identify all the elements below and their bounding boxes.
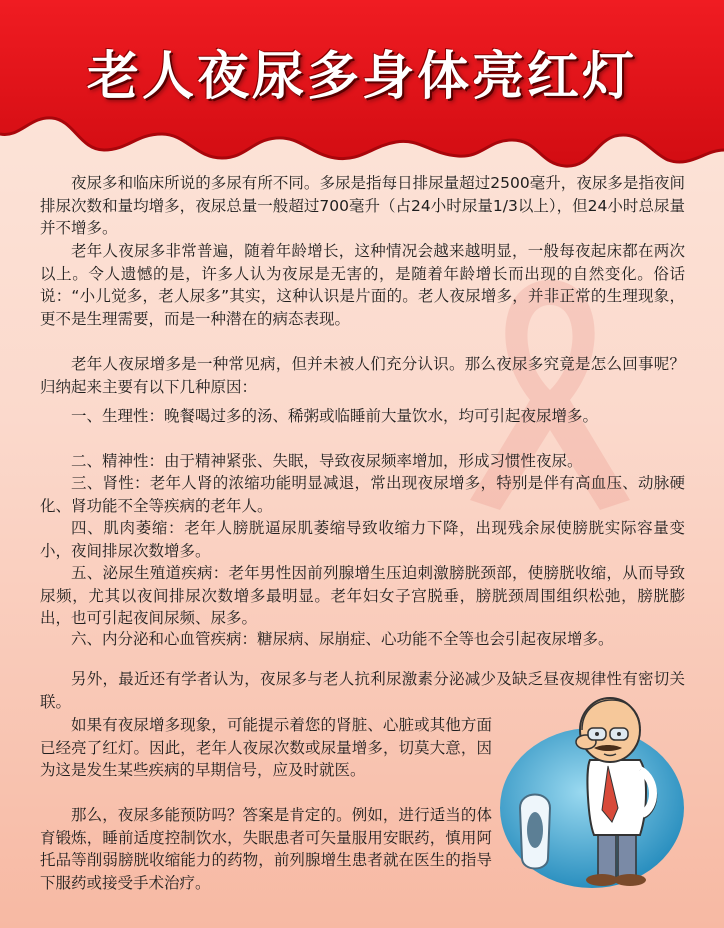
paragraph-cause-endocrine: 六、内分泌和心血管疾病：糖尿病、尿崩症、心功能不全等也会引起夜尿增多。 bbox=[71, 630, 614, 648]
paragraph-intro: 夜尿多和临床所说的多尿有所不同。多尿是指每日排尿量超过2500毫升，夜尿多是指夜间排尿次数和量均增多，夜尿总量一般超过700毫升（占24小时尿量1/3以上），但24小时总尿量并不增多。 bbox=[40, 174, 685, 237]
old-man-urinal-illustration bbox=[490, 690, 710, 890]
paragraph-common: 老年人夜尿多非常普遍，随着年龄增长，这种情况会越来越明显，一般每夜起床都在两次以上。令人遗憾的是，许多人认为夜尿是无害的，是随着年龄增长而出现的自然变化。俗话说：“小儿觉多，老人尿多”其实，这种认识是片面的。老人夜尿增多，并非正常的生理现象，更不是生理需要，而是一种潜在的病态表现。 bbox=[40, 242, 685, 328]
paragraph-warning: 如果有夜尿增多现象，可能提示着您的肾脏、心脏或其他方面已经亮了红灯。因此，老年人夜尿次数或尿量增多，切莫大意，因为这是发生某些疾病的早期信号，应及时就医。 bbox=[40, 716, 492, 779]
paragraph-hormone: 另外，最近还有学者认为，夜尿多与老人抗利尿激素分泌减少及缺乏昼夜规律性有密切关联。 bbox=[40, 670, 685, 711]
paragraph-cause-mental: 二、精神性：由于精神紧张、失眠，导致夜尿频率增加，形成习惯性夜尿。 bbox=[71, 452, 583, 470]
page-title: 老人夜尿多身体亮红灯 bbox=[86, 46, 637, 107]
paragraph-cause-urogenital: 五、泌尿生殖道疾病：老年男性因前列腺增生压迫刺激膀胱颈部，使膀胱收缩，从而导致尿频，尤其以夜间排尿次数增多最明显。老年妇女子宫脱垂，膀胱颈周围组织松弛，膀胱膨出，也可引起夜间尿频、尿多。 bbox=[40, 564, 685, 627]
paragraph-cause-physiological: 一、生理性：晚餐喝过多的汤、稀粥或临睡前大量饮水，均可引起夜尿增多。 bbox=[71, 407, 599, 425]
paragraph-cause-renal: 三、肾性：老年人肾的浓缩功能明显减退，常出现夜尿增多，特别是伴有高血压、动脉硬化、肾功能不全等疾病的老年人。 bbox=[40, 474, 685, 515]
paragraph-cause-muscle: 四、肌肉萎缩：老年人膀胱逼尿肌萎缩导致收缩力下降，出现残余尿使膀胱实际容量变小，夜间排尿次数增多。 bbox=[40, 519, 685, 560]
paragraph-causes-intro: 老年人夜尿增多是一种常见病，但并未被人们充分认识。那么夜尿多究竟是怎么回事呢？归纳起来主要有以下几种原因： bbox=[40, 355, 685, 396]
paragraph-prevention: 那么，夜尿多能预防吗？答案是肯定的。例如，进行适当的体育锻炼，睡前适度控制饮水，失眠患者可矢量服用安眠药，慎用阿托品等削弱膀胱收缩能力的药物，前列腺增生患者就在医生的指导下服药或接受手术治疗。 bbox=[40, 806, 492, 892]
